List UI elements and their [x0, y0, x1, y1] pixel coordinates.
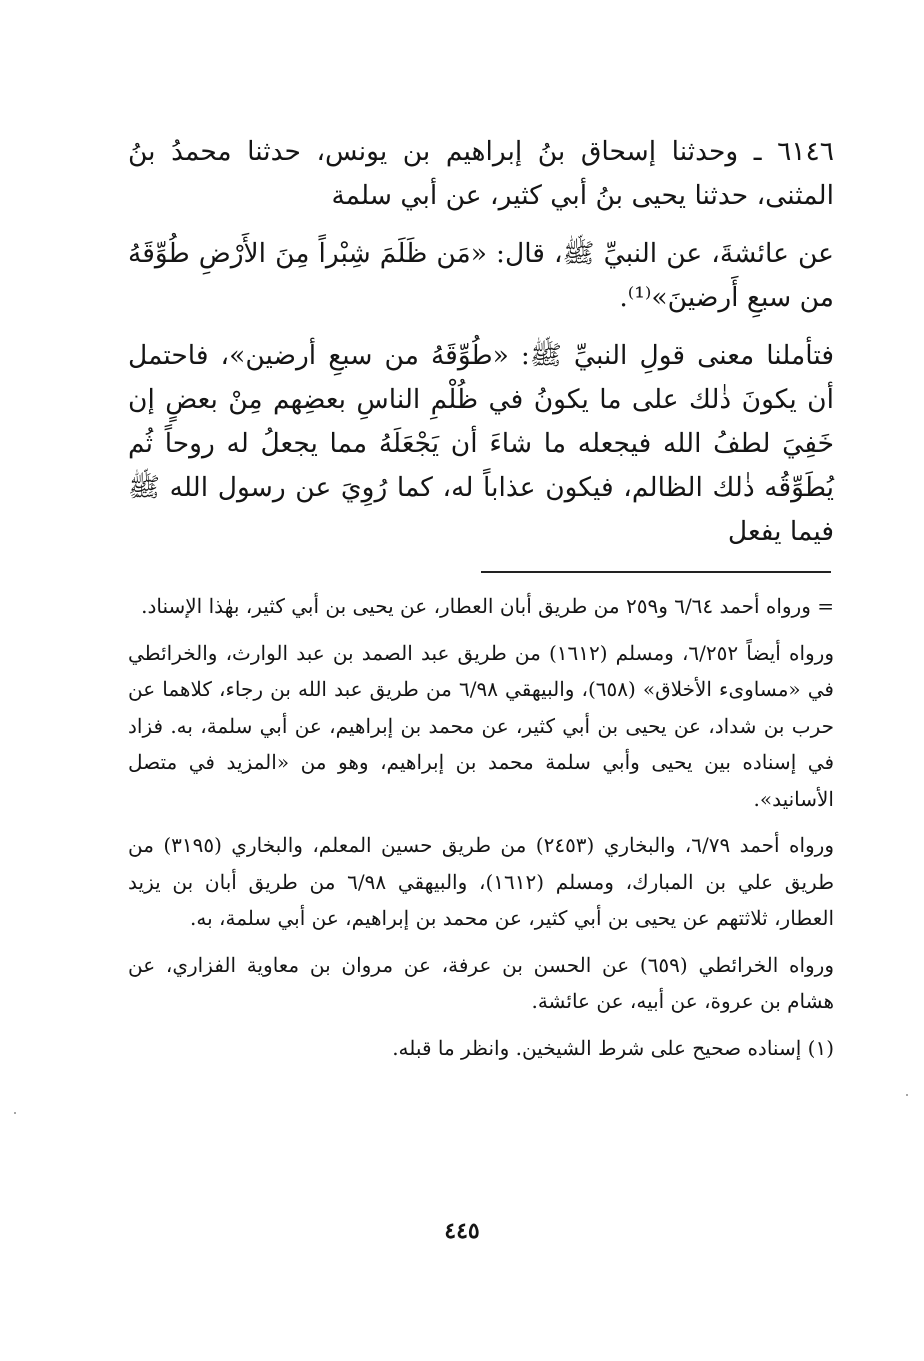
commentary-paragraph: فتأملنا معنى قولِ النبيِّ ﷺ: «طُوِّقَهُ من سبعِ أرضين»، فاحتمل أن يكونَ ذٰلك على ما يكونُ في ظُلْمِ الناسِ بعضِهم مِنْ بعضٍ إن خَفِيَ لطفُ الله فيجعله ما شاءَ أن يَجْعَلَهُ مما يجعلُ له روحاً ثُم يُطَوِّقُه ذٰلك الظالم، فيكون عذاباً له، كما رُوِيَ عن رسول الله ﷺ فيما يفعل	[128, 340, 834, 547]
footnote-paragraph: ورواه أيضاً ٦/٢٥٢، ومسلم (١٦١٢) من طريق عبد الصمد بن عبد الوارث، والخرائطي في «مساوىء الأخلاق» (٦٥٨)، والبيهقي ٦/٩٨ من طريق عبد الله بن رجاء، كلاهما عن حرب بن شداد، عن يحيى بن أبي كثير، عن محمد بن إبراهيم، عن أبي سلمة، به. فزاد في إسناده بين يحيى وأبي سلمة محمد بن إبراهيم، وهو من «المزيد في متصل الأسانيد».	[128, 640, 834, 811]
footnote-paragraph: ورواه أحمد ٦/٧٩، والبخاري (٢٤٥٣) من طريق حسين المعلم، والبخاري (٣١٩٥) من طريق علي بن المبارك، ومسلم (١٦١٢)، والبيهقي ٦/٩٨ من طريق أبان بن يزيد العطار، ثلاثتهم عن يحيى بن أبي كثير، عن محمد بن إبراهيم، عن أبي سلمة، به.	[128, 833, 835, 930]
footnote-paragraph: (١) إسناده صحيح على شرط الشيخين. وانظر ما قبله.	[392, 1035, 834, 1060]
footnote-divider	[481, 571, 831, 573]
scan-speck	[906, 1094, 908, 1096]
page-number: ٤٤٥	[444, 1218, 480, 1244]
scan-speck	[14, 1112, 16, 1114]
main-text	[128, 130, 834, 566]
hadith-text: عن عائشةَ، عن النبيِّ ﷺ، قال: «مَن ظَلَمَ شِبْراً مِنَ الأَرْضِ طُوِّقَهُ من سبعِ أَرضينَ»⁽¹⁾.	[128, 238, 834, 313]
footnote-paragraph: ورواه الخرائطي (٦٥٩) عن الحسن بن عرفة، عن مروان بن معاوية الفزاري، عن هشام بن عروة، عن أبيه، عن عائشة.	[128, 952, 834, 1013]
footnotes	[128, 588, 834, 1076]
hadith-chain: ٦١٤٦ ـ وحدثنا إسحاق بنُ إبراهيم بن يونس، حدثنا محمدُ بنُ المثنى، حدثنا يحيى بنُ أبي كثير، عن أبي سلمة	[128, 136, 834, 211]
footnote-paragraph: = ورواه أحمد ٦/٦٤ و٢٥٩ من طريق أبان العطار، عن يحيى بن أبي كثير، بهٰذا الإسناد.	[141, 594, 834, 618]
